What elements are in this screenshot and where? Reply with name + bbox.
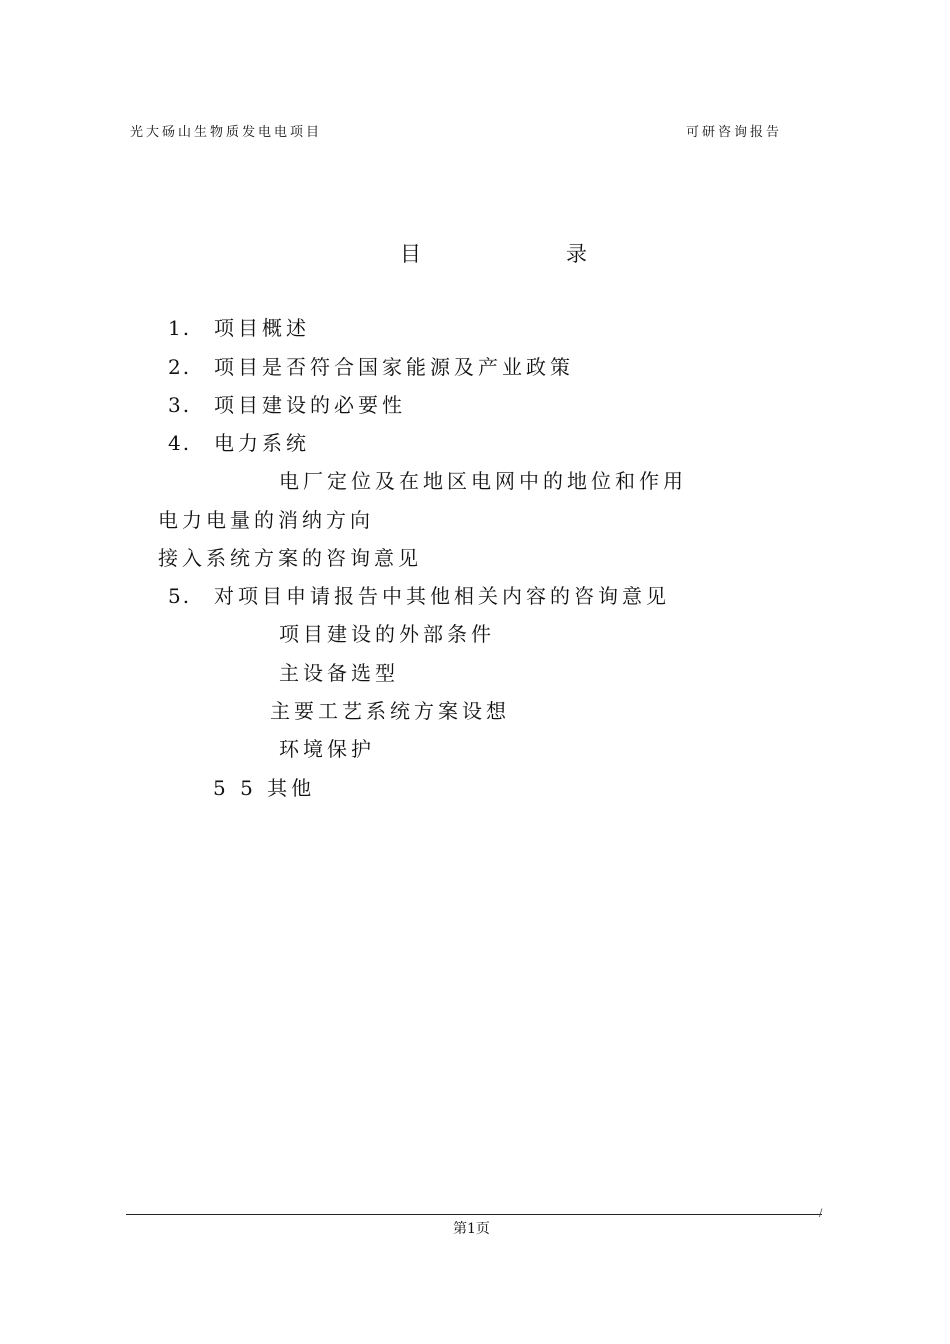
toc-item-2[interactable] (168, 355, 574, 379)
running-header-project: 光大砀山生物质发电电项目 (130, 125, 323, 140)
toc-item-text: 电力系统 (214, 431, 310, 455)
toc-item-text: 项目建设的必要性 (214, 393, 406, 417)
toc-item-number: 2. (168, 355, 192, 379)
toc-item-number: 3. (168, 393, 192, 417)
footer-divider (126, 1214, 822, 1215)
toc-item-4[interactable] (168, 431, 310, 455)
toc-subitem-5-2[interactable]: 主设备选型 (279, 661, 399, 685)
toc-item-text: 对项目申请报告中其他相关内容的咨询意见 (214, 584, 670, 608)
footer-mark: / (819, 1208, 823, 1219)
toc-item-1[interactable] (168, 316, 310, 340)
toc-subitem-5-3[interactable]: 主要工艺系统方案设想 (270, 699, 510, 723)
toc-item-text: 项目是否符合国家能源及产业政策 (214, 355, 574, 379)
toc-title-part1: 目 (400, 242, 421, 266)
toc-subitem-4-1[interactable]: 电厂定位及在地区电网中的地位和作用 (279, 469, 687, 493)
toc-subitem-4-3[interactable]: 接入系统方案的咨询意见 (158, 546, 422, 570)
toc-subitem-4-2[interactable]: 电力电量的消纳方向 (158, 508, 374, 532)
toc-item-number: 5. (168, 584, 192, 608)
toc-item-5[interactable] (168, 584, 670, 608)
toc-title-part2: 录 (566, 242, 587, 266)
toc-subitem-5-5[interactable]: 5 5 其他 (213, 776, 316, 800)
page-number: 第1页 (453, 1221, 490, 1237)
toc-item-number: 4. (168, 431, 192, 455)
toc-item-3[interactable] (168, 393, 406, 417)
toc-subitem-5-4[interactable]: 环境保护 (279, 737, 375, 761)
toc-subitem-5-1[interactable]: 项目建设的外部条件 (279, 622, 495, 646)
toc-item-number: 1. (168, 316, 192, 340)
running-header-report-type: 可研咨询报告 (686, 125, 783, 140)
toc-item-text: 项目概述 (214, 316, 310, 340)
